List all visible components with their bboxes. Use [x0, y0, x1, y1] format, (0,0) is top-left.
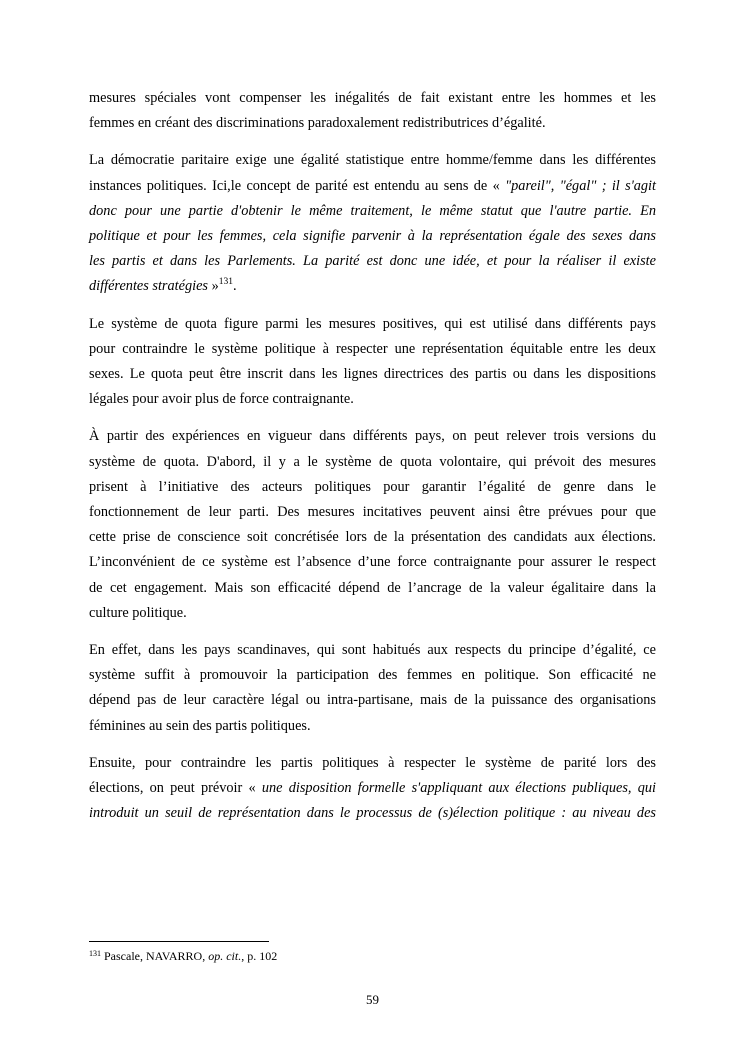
text-line: sexes. Le quota peut être inscrit dans les lignes directrices des partis ou dans les dispositions	[89, 366, 656, 383]
text-line: La démocratie paritaire exige une égalité statistique entre homme/femme dans les différentes	[89, 152, 656, 169]
text-line: de cet engagement. Mais son efficacité dépend de l’ancrage de la valeur égalitaire dans la	[89, 579, 656, 596]
text-line: femmes en créant des discriminations paradoxalement redistributrices d’égalité.	[89, 115, 546, 132]
text-line	[89, 199, 656, 224]
paragraph-6	[89, 751, 656, 827]
text-line	[89, 224, 656, 249]
quotation-italic: politique et pour les femmes, cela signifie parvenir à la représentation égale des sexes dans	[89, 228, 656, 245]
footnote	[89, 948, 656, 964]
text-run: élections, on peut prévoir «	[89, 780, 262, 797]
text-line	[89, 274, 656, 299]
quotation-italic: les partis et dans les Parlements. La parité est donc une idée, et pour la réaliser il existe	[89, 253, 656, 270]
quotation-italic: différentes stratégies	[89, 278, 208, 295]
paragraph-5	[89, 638, 656, 739]
text-line	[89, 249, 656, 274]
footnote-reference[interactable]: 131	[218, 277, 233, 288]
text-line: Le système de quota figure parmi les mesures positives, qui est utilisé dans différents pays	[89, 315, 656, 332]
footnote-page: , p. 102	[241, 949, 278, 963]
text-line: En effet, dans les pays scandinaves, qui sont habitués aux respects du principe d’égalité, ce	[89, 642, 656, 659]
text-run: instances politiques. Ici,le concept de parité est entendu au sens de «	[89, 177, 506, 194]
text-line: À partir des expériences en vigueur dans différents pays, on peut relever trois versions du	[89, 428, 656, 445]
text-line: dépend pas de leur caractère légal ou intra-partisane, mais de la puissance des organisations	[89, 692, 656, 709]
text-line: système de quota. D'abord, il y a le système de quota volontaire, qui prévoit des mesures	[89, 453, 656, 470]
text-line: prisent à l’initiative des acteurs politiques pour garantir l’égalité de genre dans le	[89, 478, 656, 495]
text-line: légales pour avoir plus de force contraignante.	[89, 391, 354, 408]
paragraph-3	[89, 312, 656, 413]
text-line: fonctionnement de leur parti. Des mesures incitatives peuvent ainsi être prévues pour que	[89, 504, 656, 521]
text-line: cette prise de conscience soit concrétisée lors de la présentation des candidats aux élections.	[89, 529, 656, 546]
footnote-ref: op. cit.	[208, 949, 242, 963]
text-line	[89, 801, 656, 826]
body-text	[89, 86, 656, 838]
quotation-italic: une disposition formelle s'appliquant aux élections publiques, qui	[261, 780, 656, 797]
text-line: culture politique.	[89, 604, 187, 621]
text-line: pour contraindre le système politique à respecter une représentation équitable entre les deux	[89, 340, 656, 357]
quotation-italic: "pareil", "égal" ; il s'agit	[505, 177, 656, 194]
text-line	[89, 776, 656, 801]
text-line	[89, 174, 656, 199]
quotation-italic: donc pour une partie d'obtenir le même traitement, le même statut que l'autre partie. En	[89, 202, 656, 219]
text-line: L’inconvénient de ce système est l’absence d’une force contraignante pour assurer le respect	[89, 554, 656, 571]
page-number: 59	[366, 992, 379, 1007]
text-line: mesures spéciales vont compenser les inégalités de fait existant entre les hommes et les	[89, 90, 656, 106]
paragraph-2	[89, 148, 656, 299]
text-line: féminines au sein des partis politiques.	[89, 717, 311, 734]
quotation-italic: introduit un seuil de représentation dans le processus de (s)élection politique : au niveau des	[89, 805, 656, 822]
footnote-separator	[89, 941, 269, 942]
text-run: »	[208, 278, 219, 295]
text-line: Ensuite, pour contraindre les partis politiques à respecter le système de parité lors des	[89, 754, 656, 771]
paragraph-1	[89, 86, 656, 136]
footnote-author: Pascale, NAVARRO,	[101, 949, 209, 963]
text-line: système suffit à promouvoir la participation des femmes en politique. Son efficacité ne	[89, 667, 656, 684]
paragraph-4	[89, 424, 656, 626]
footnote-number: 131	[89, 949, 101, 958]
text-run: .	[232, 278, 237, 295]
